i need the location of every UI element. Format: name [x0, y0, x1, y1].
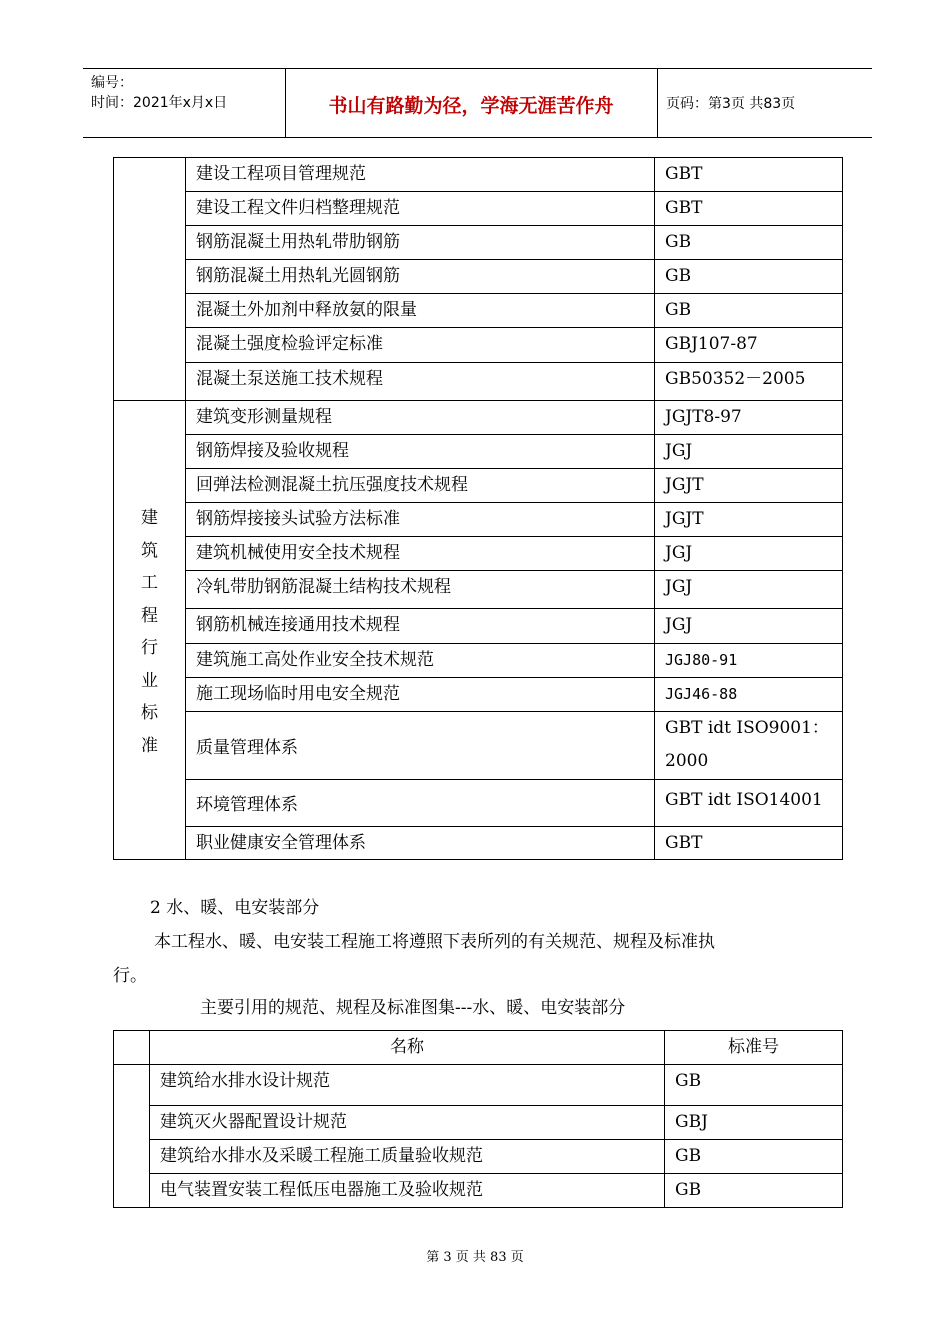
standard-code: GBJ	[665, 1106, 843, 1140]
table-row	[114, 609, 843, 644]
standard-name: 建筑机械使用安全技术规程	[186, 537, 655, 571]
category-char: 建	[141, 508, 158, 528]
category-char: 筑	[141, 540, 158, 561]
standard-name: 建筑灭火器配置设计规范	[150, 1106, 665, 1140]
standard-code: GB	[655, 226, 843, 260]
standard-name: 混凝土强度检验评定标准	[186, 328, 655, 363]
standards-table	[113, 157, 843, 860]
page-header	[83, 68, 872, 138]
table-caption: 主要引用的规范、规程及标准图集---水、暖、电安装部分	[200, 998, 626, 1018]
section-heading: 2 水、暖、电安装部分	[150, 898, 320, 918]
page-footer: 第 3 页 共 83 页	[426, 1250, 524, 1265]
table-row	[114, 1174, 843, 1208]
standard-name: 冷轧带肋钢筋混凝土结构技术规程	[186, 571, 655, 609]
standard-code-line: GBT idt ISO9001：	[665, 718, 829, 738]
standard-code: JGJ46-88	[655, 678, 843, 712]
table-row	[114, 1065, 843, 1106]
standard-code: GB	[665, 1140, 843, 1174]
standard-name: 混凝土泵送施工技术规程	[186, 363, 655, 401]
name-header: 名称	[150, 1031, 665, 1065]
table-row	[114, 503, 843, 537]
category-char: 程	[141, 605, 158, 626]
standard-name: 建筑变形测量规程	[186, 401, 655, 435]
table-row	[114, 294, 843, 328]
table-row	[114, 363, 843, 401]
table-row	[114, 780, 843, 827]
standard-name: 环境管理体系	[186, 780, 655, 827]
standard-name: 职业健康安全管理体系	[186, 827, 655, 860]
paragraph-line: 行。	[113, 966, 147, 986]
table-row	[114, 678, 843, 712]
standard-name: 施工现场临时用电安全规范	[186, 678, 655, 712]
standard-code: JGJ80-91	[655, 644, 843, 678]
table-row	[114, 571, 843, 609]
category-cell-industry	[114, 401, 186, 860]
standard-name: 钢筋混凝土用热轧带肋钢筋	[186, 226, 655, 260]
index-header	[114, 1031, 150, 1065]
header-divider	[657, 69, 658, 137]
table-row	[114, 158, 843, 192]
standard-code-line: 2000	[665, 751, 709, 771]
header-page-info: 页码：第3页 共83页	[666, 96, 796, 112]
standard-code: JGJT	[655, 469, 843, 503]
standard-code: GB	[665, 1065, 843, 1106]
standard-name: 电气装置安装工程低压电器施工及验收规范	[150, 1174, 665, 1208]
standard-name: 钢筋焊接接头试验方法标准	[186, 503, 655, 537]
standard-name: 钢筋混凝土用热轧光圆钢筋	[186, 260, 655, 294]
time-label: 时间：2021年x月x日	[91, 95, 228, 111]
standard-code: JGJT8-97	[655, 401, 843, 435]
table-row	[114, 469, 843, 503]
installation-standards-table	[113, 1030, 843, 1208]
category-cell	[114, 1065, 150, 1208]
table-row	[114, 260, 843, 294]
standard-name: 建设工程项目管理规范	[186, 158, 655, 192]
standard-name: 混凝土外加剂中释放氨的限量	[186, 294, 655, 328]
table-row	[114, 226, 843, 260]
standard-name: 钢筋焊接及验收规程	[186, 435, 655, 469]
standard-name: 回弹法检测混凝土抗压强度技术规程	[186, 469, 655, 503]
table-row	[114, 644, 843, 678]
standard-code: JGJ	[655, 571, 843, 609]
standard-name: 质量管理体系	[186, 712, 655, 780]
standard-code: JGJ	[655, 537, 843, 571]
category-char: 准	[141, 735, 158, 756]
category-char: 工	[141, 573, 158, 593]
table-row	[114, 401, 843, 435]
code-header: 标准号	[665, 1031, 843, 1065]
standard-name: 建筑给水排水及采暖工程施工质量验收规范	[150, 1140, 665, 1174]
standard-code: GBJ107-87	[655, 328, 843, 363]
standard-code: JGJT	[655, 503, 843, 537]
standard-code: GBT	[655, 192, 843, 226]
standard-code: GB	[655, 260, 843, 294]
table-row	[114, 328, 843, 363]
standard-code: JGJ	[655, 609, 843, 644]
table-row	[114, 1140, 843, 1174]
table-row	[114, 435, 843, 469]
category-label	[114, 502, 185, 762]
header-meta	[91, 73, 227, 113]
standard-name: 建筑给水排水设计规范	[150, 1065, 665, 1106]
category-char: 行	[141, 638, 158, 658]
paragraph-line: 本工程水、暖、电安装工程施工将遵照下表所列的有关规范、规程及标准执	[154, 932, 715, 952]
header-motto: 书山有路勤为径，学海无涯苦作舟	[328, 95, 614, 117]
category-char: 标	[141, 703, 158, 723]
table-row	[114, 192, 843, 226]
standard-name: 建设工程文件归档整理规范	[186, 192, 655, 226]
category-cell	[114, 158, 186, 401]
number-label: 编号：	[91, 75, 133, 91]
table-row	[114, 712, 843, 780]
standard-code: GB50352－2005	[655, 363, 843, 401]
table-row	[114, 827, 843, 860]
standard-name: 钢筋机械连接通用技术规程	[186, 609, 655, 644]
standard-code: GBT	[655, 158, 843, 192]
table-header-row	[114, 1031, 843, 1065]
category-char: 业	[141, 670, 158, 691]
standard-name: 建筑施工高处作业安全技术规范	[186, 644, 655, 678]
standard-code: GBT	[655, 827, 843, 860]
standard-code: JGJ	[655, 435, 843, 469]
standard-code: GB	[655, 294, 843, 328]
table-row	[114, 1106, 843, 1140]
standard-code	[655, 712, 843, 780]
standard-code: GB	[665, 1174, 843, 1208]
table-row	[114, 537, 843, 571]
standard-code: GBT idt ISO14001	[655, 780, 843, 827]
